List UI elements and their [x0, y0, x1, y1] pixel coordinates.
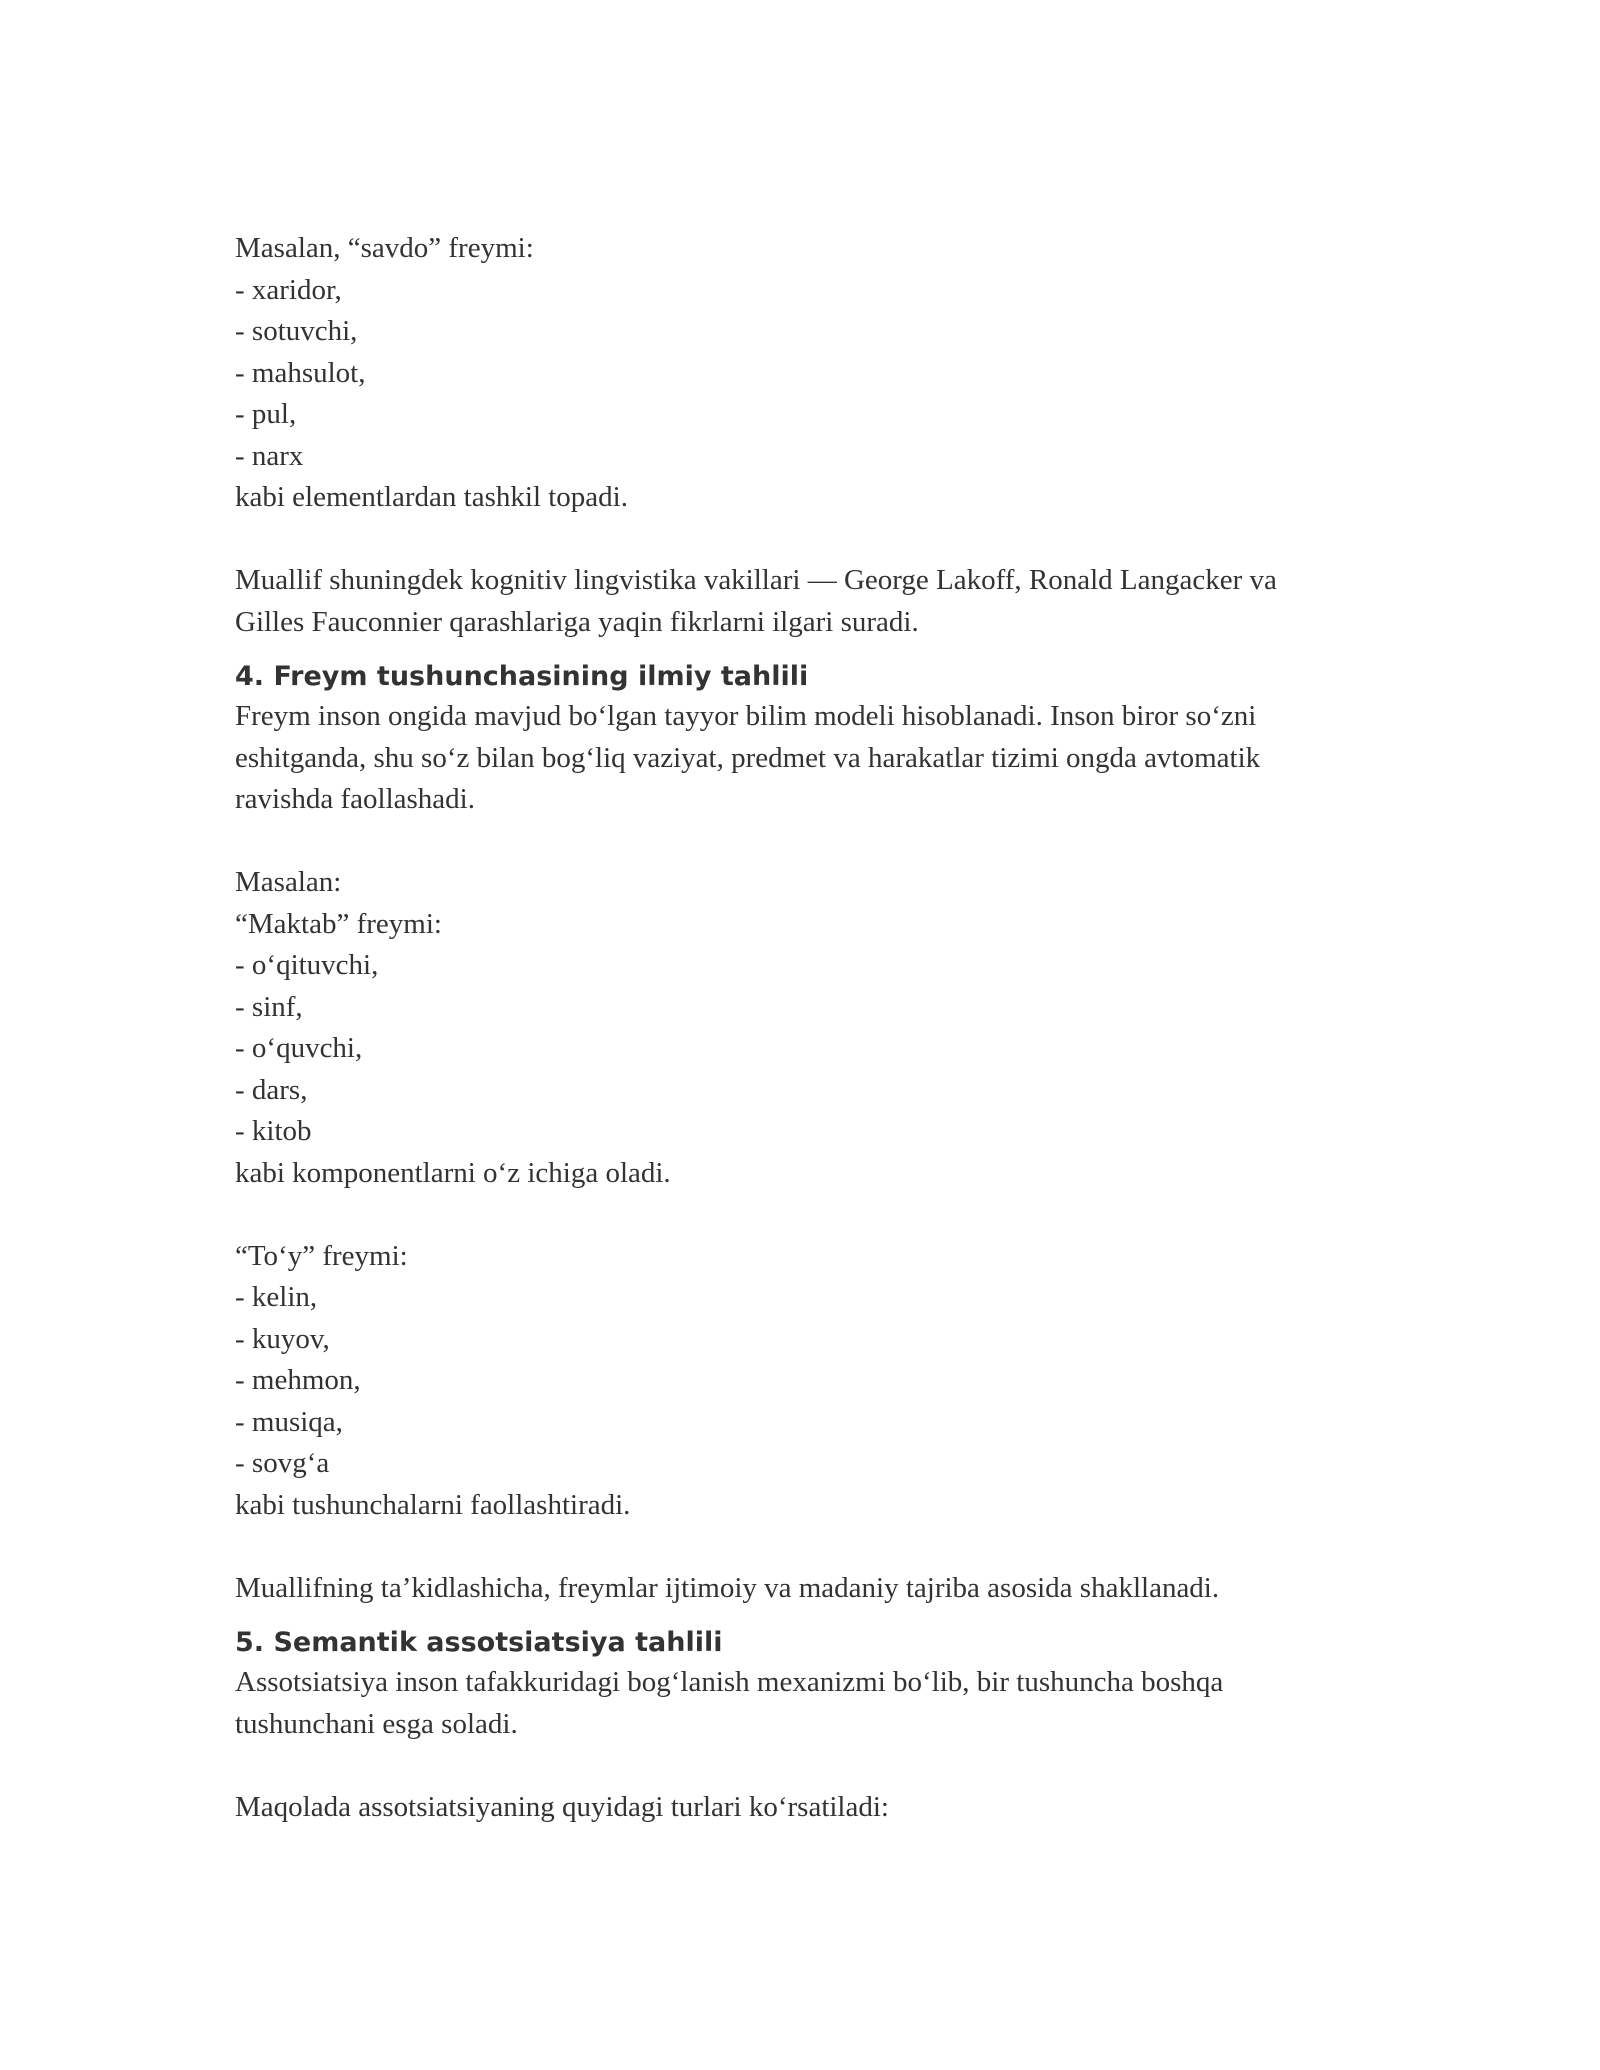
text-line: Maqolada assotsiatsiyaning quyidagi turlari ko‘rsatiladi:	[235, 1790, 889, 1823]
text-line: Muallifning ta’kidlashicha, freymlar ijtimoiy va madaniy tajriba asosida shakllanadi.	[235, 1571, 1220, 1604]
text-line: - sovg‘a	[235, 1447, 330, 1479]
paragraph-gap	[235, 519, 1375, 561]
text-line: - sinf,	[235, 990, 303, 1023]
text-line: Freym inson ongida mavjud bo‘lgan tayyor bilim modeli hisoblanadi. Inson biror so‘zni	[235, 700, 1257, 732]
paragraph	[235, 696, 1375, 821]
section-heading: 4. Freym tushunchasining ilmiy tahlili	[235, 661, 809, 692]
text-line: - xaridor,	[235, 273, 342, 306]
text-line: Masalan, “savdo” freymi:	[235, 232, 534, 264]
paragraph	[235, 1568, 1375, 1610]
text-line: kabi elementlardan tashkil topadi.	[235, 481, 628, 513]
text-line: - kuyov,	[235, 1322, 330, 1355]
text-line: - kitob	[235, 1115, 312, 1147]
text-line: “To‘y” freymi:	[235, 1239, 408, 1272]
text-line: - o‘quvchi,	[235, 1032, 363, 1064]
paragraph	[235, 228, 1375, 519]
text-line: - dars,	[235, 1073, 308, 1106]
text-line: - kelin,	[235, 1281, 318, 1313]
text-line: - sotuvchi,	[235, 315, 358, 347]
paragraph-gap	[235, 1526, 1375, 1568]
text-line: tushunchani esga soladi.	[235, 1707, 518, 1740]
text-line: Assotsiatsiya inson tafakkuridagi bog‘lanish mexanizmi bo‘lib, bir tushuncha boshqa	[235, 1666, 1224, 1698]
paragraph	[235, 862, 1375, 1194]
paragraph-gap	[235, 1745, 1375, 1787]
text-line: - o‘qituvchi,	[235, 949, 379, 981]
document-page	[235, 228, 1375, 1828]
text-line: - narx	[235, 439, 304, 472]
text-line: - pul,	[235, 398, 297, 430]
paragraph-gap	[235, 821, 1375, 863]
text-line: kabi komponentlarni o‘z ichiga oladi.	[235, 1156, 671, 1189]
text-line: Muallif shuningdek kognitiv lingvistika vakillari — George Lakoff, Ronald Langacker va	[235, 564, 1277, 596]
section-heading: 5. Semantik assotsiatsiya tahlili	[235, 1627, 723, 1658]
paragraph	[235, 1662, 1375, 1745]
text-line: eshitganda, shu so‘z bilan bog‘liq vaziyat, predmet va harakatlar tizimi ongda avtomatik	[235, 741, 1261, 774]
paragraph	[235, 560, 1375, 643]
text-line: Gilles Fauconnier qarashlariga yaqin fikrlarni ilgari suradi.	[235, 605, 919, 638]
text-line: “Maktab” freymi:	[235, 907, 442, 940]
text-line: - musiqa,	[235, 1405, 343, 1438]
text-line: ravishda faollashadi.	[235, 783, 475, 815]
paragraph-gap	[235, 1194, 1375, 1236]
text-line: kabi tushunchalarni faollashtiradi.	[235, 1488, 631, 1521]
paragraph	[235, 1787, 1375, 1829]
text-line: Masalan:	[235, 866, 342, 898]
text-line: - mehmon,	[235, 1364, 361, 1396]
paragraph	[235, 1236, 1375, 1527]
text-line: - mahsulot,	[235, 356, 366, 389]
